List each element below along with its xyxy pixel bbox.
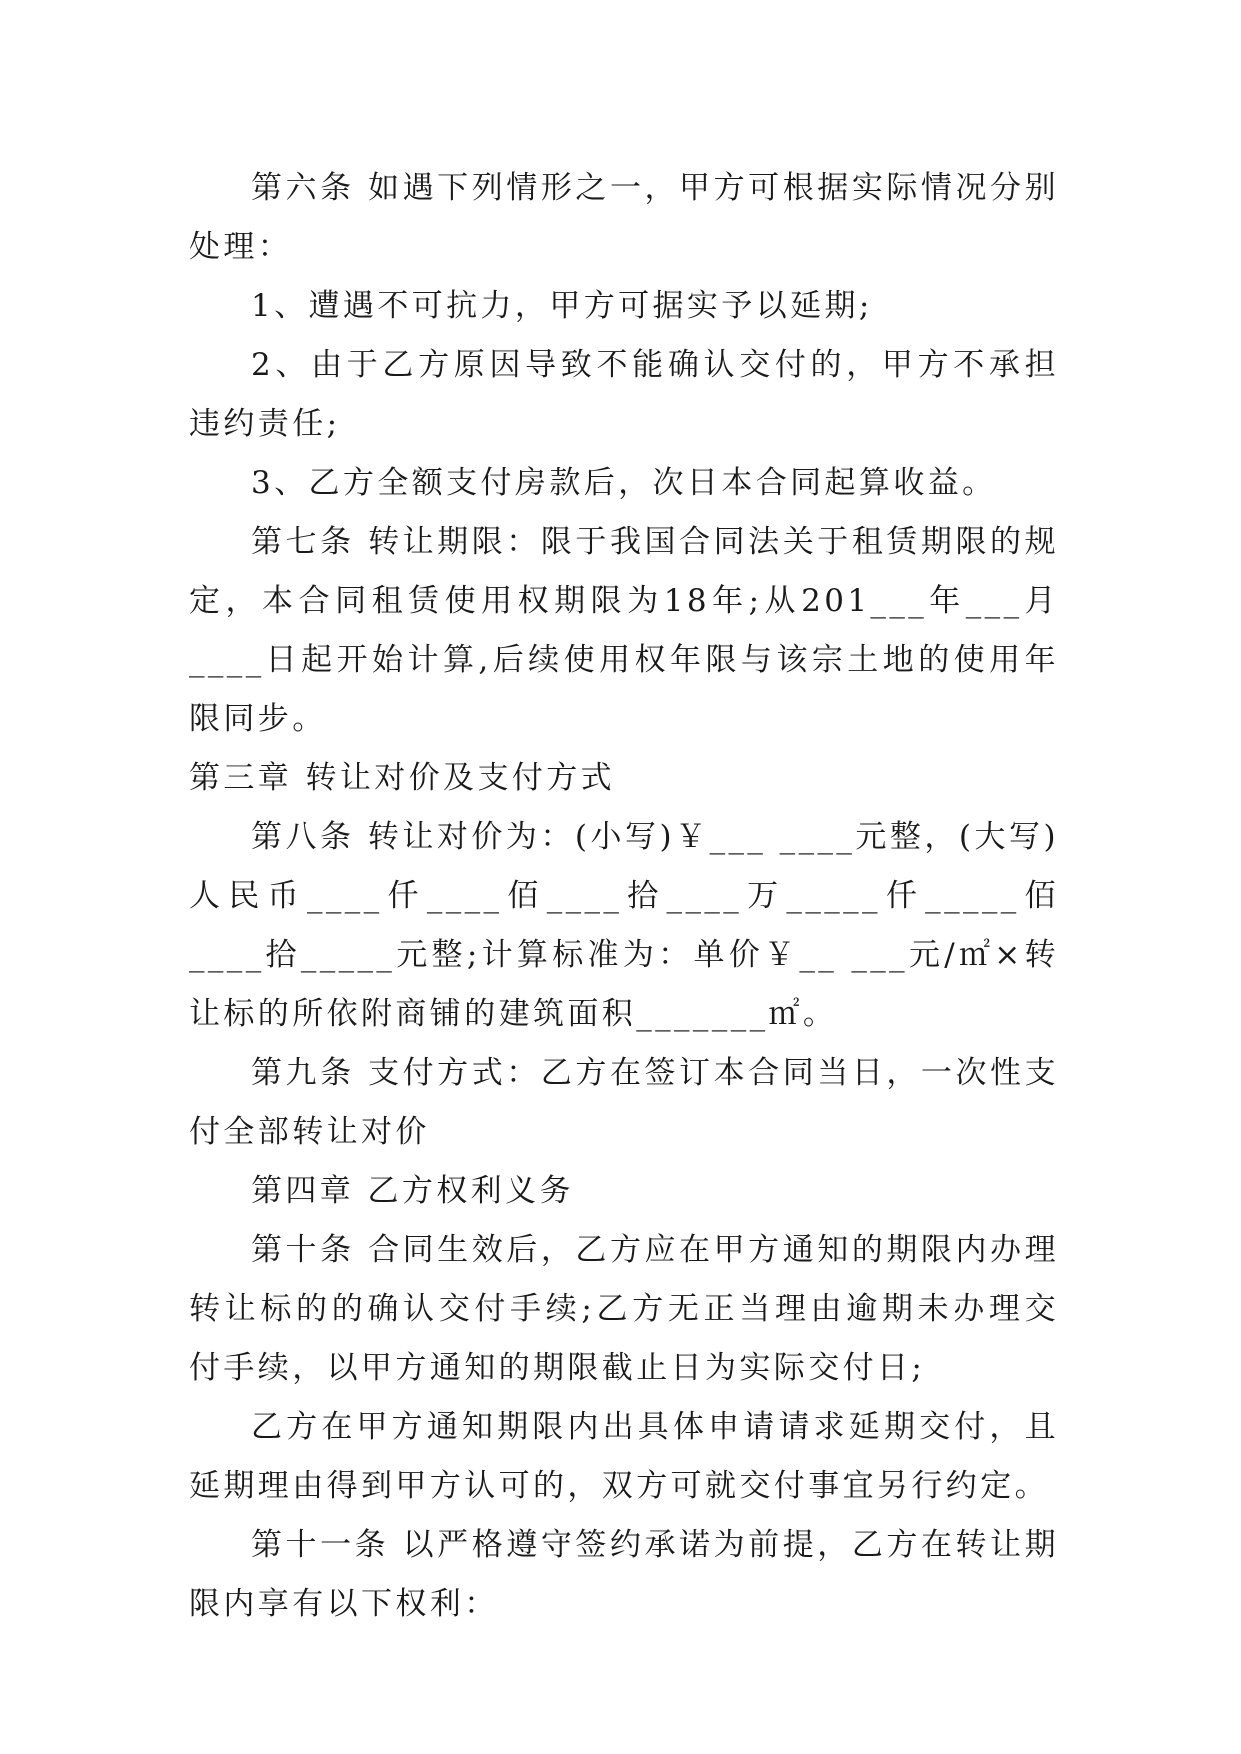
article-7: 第七条 转让期限：限于我国合同法关于租赁期限的规定，本合同租赁使用权期限为18年;从201___年___月____日起开始计算,后续使用权年限与该宗土地的使用年限同步。	[189, 524, 1059, 737]
article-6-intro: 第六条 如遇下列情形之一，甲方可根据实际情况分别处理：	[189, 170, 1059, 265]
document-body	[189, 159, 1059, 1634]
article-6-item-3: 3、乙方全额支付房款后，次日本合同起算收益。	[251, 465, 997, 501]
article-10: 第十条 合同生效后，乙方应在甲方通知的期限内办理转让标的的确认交付手续;乙方无正当理由逾期未办理交付手续，以甲方通知的期限截止日为实际交付日;	[189, 1232, 1059, 1386]
chapter-4-heading: 第四章 乙方权利义务	[251, 1173, 574, 1209]
article-8: 第八条 转让对价为：(小写)￥___ ____元整，(大写)人民币____仟____佰____拾____万_____仟_____佰____拾_____元整;计算标准为：单价￥__ ___元/㎡×转让标的所依附商铺的建筑面积_______㎡。	[189, 819, 1059, 1032]
article-6-item-2: 2、由于乙方原因导致不能确认交付的，甲方不承担违约责任;	[189, 347, 1059, 442]
article-9: 第九条 支付方式：乙方在签订本合同当日，一次性支付全部转让对价	[189, 1055, 1059, 1150]
chapter-3-heading: 第三章 转让对价及支付方式	[189, 760, 616, 796]
article-6-item-1: 1、遭遇不可抗力，甲方可据实予以延期;	[251, 288, 873, 324]
article-11-intro: 第十一条 以严格遵守签约承诺为前提，乙方在转让期限内享有以下权利：	[189, 1527, 1059, 1622]
article-10-extension: 乙方在甲方通知期限内出具体申请请求延期交付，且延期理由得到甲方认可的，双方可就交付事宜另行约定。	[189, 1409, 1059, 1504]
